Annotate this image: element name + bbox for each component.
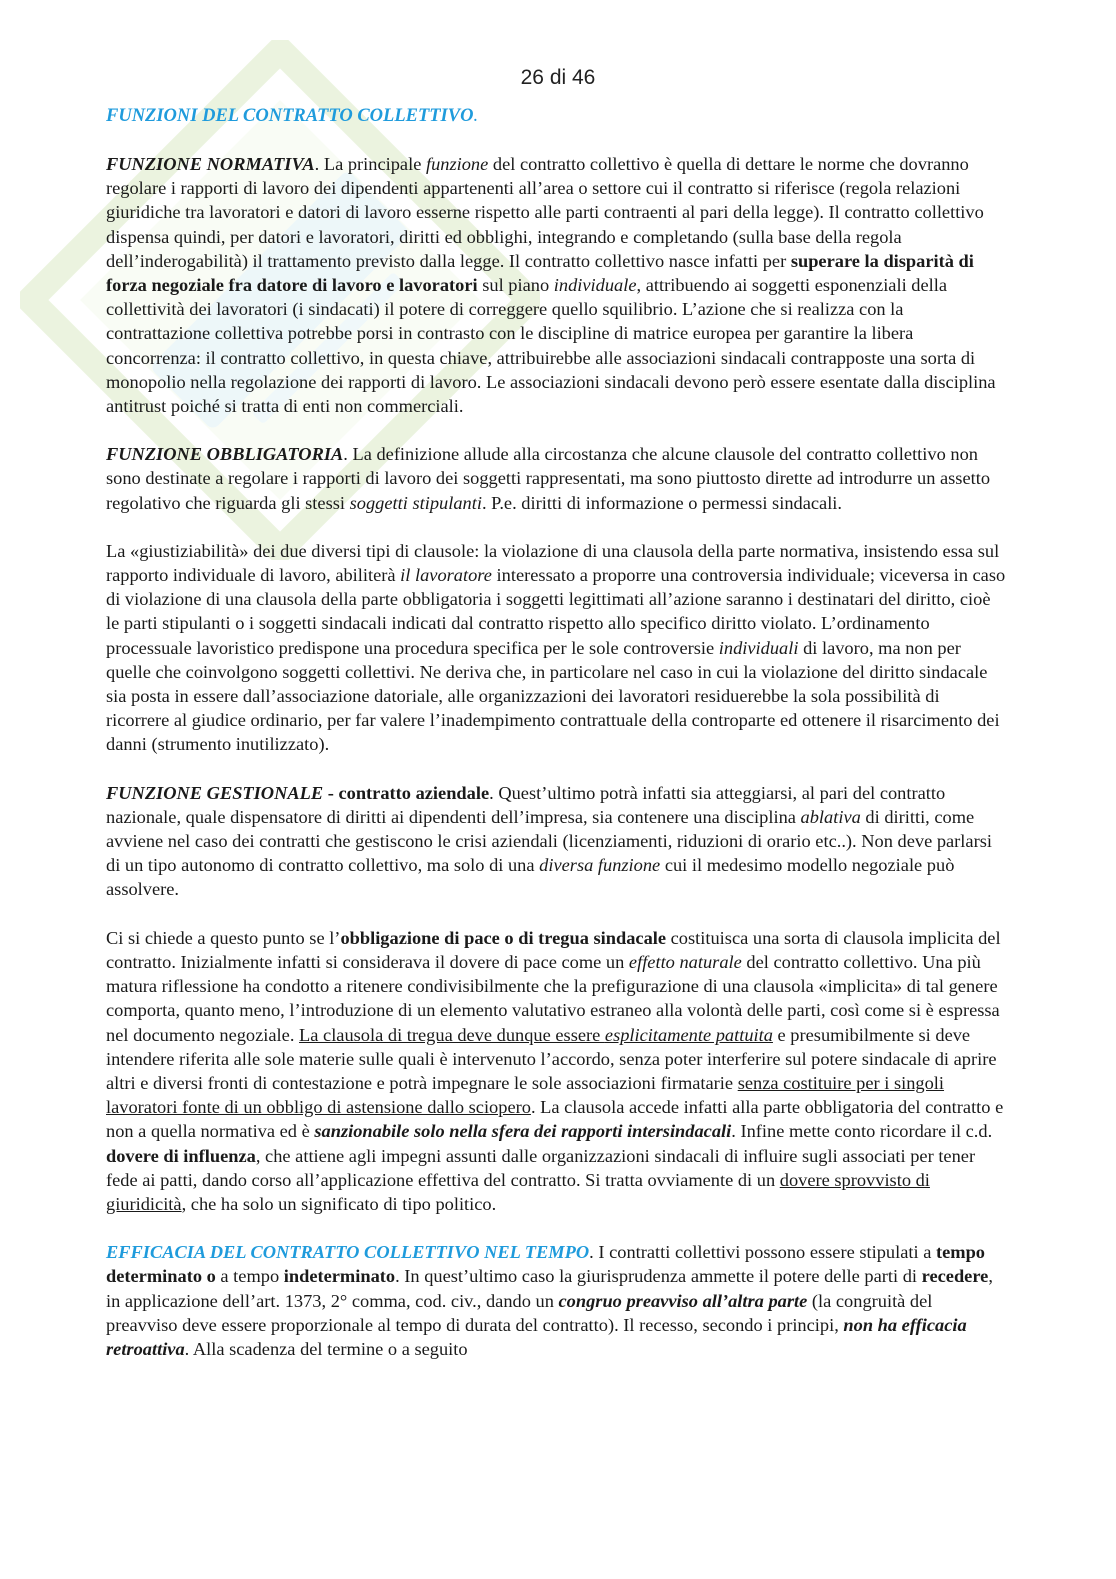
paragraph-funzione-normativa: FUNZIONE NORMATIVA. La principale funzione del contratto collettivo è quella di dettare le norme che dovranno regolare i rapporti di lavoro dei dipendenti appartenenti all’area o settore cui il contratto si riferisce (regola relazioni giuridiche tra lavoratori e datori di lavoro esserne rispetto alle parti contraenti al pari della legge). Il contratto collettivo dispensa quindi, per datori e lavoratori, diritti ed obblighi, integrando e completando (sulla base della regola dell’inderogabilità) il trattamento previsto dalla legge. Il contratto collettivo nasce infatti per superare la disparità di forza negoziale fra datore di lavoro e lavoratori sul piano individuale, attribuendo ai soggetti esponenziali della collettività dei lavoratori (i sindacati) il potere di correggere quello squilibrio. L’azione che si realizza con la contrattazione collettiva potrebbe porsi in contrasto con le discipline di matrice europea per garantire la libera concorrenza: il contratto collettivo, in questa chiave, attribuirebbe alle associazioni sindacali contrapposte una sorta di monopolio nella regolazione dei rapporti di lavoro. Le associazioni sindacali devono però essere esentate dalla disciplina antitrust poiché si tratta di enti non commerciali. — [106, 154, 996, 417]
paragraph-funzione-gestionale: FUNZIONE GESTIONALE - contratto aziendale. Quest’ultimo potrà infatti sia atteggiarsi, al pari del contratto nazionale, quale dispensatore di diritti ai dipendenti dell’impresa, sia contenere una disciplina ablativa di diritti, come avviene nel caso dei contratti che gestiscono le crisi aziendali (licenziamenti, riduzioni di orario etc..). Non deve parlarsi di un tipo autonomo di contratto collettivo, ma solo di una diversa funzione cui il medesimo modello negoziale può assolvere. — [106, 782, 992, 900]
page-number: 26 di 46 — [520, 66, 596, 89]
paragraph-funzione-obbligatoria: FUNZIONE OBBLIGATORIA. La definizione allude alla circostanza che alcune clausole del contratto collettivo non sono destinate a regolare i rapporti di lavoro dei soggetti rappresentati, ma sono piuttosto dirette ad introdurre un assetto regolativo che riguarda gli stessi soggetti stipulanti. P.e. diritti di informazione o permessi sindacali. — [106, 444, 991, 513]
paragraph-efficacia-nel-tempo: EFFICACIA DEL CONTRATTO COLLETTIVO NEL TEMPO. I contratti collettivi possono essere stipulati a tempo determinato o a tempo indeterminato. In quest’ultimo caso la giurisprudenza ammette il potere delle parti di recedere, in applicazione dell’art. 1373, 2° comma, cod. civ., dando un congruo preavviso all’altra parte (la congruità del preavviso deve essere proporzionale al tempo di durata del contratto). Il recesso, secondo i principi, non ha efficacia retroattiva. Alla scadenza del termine o a seguito — [106, 1242, 993, 1359]
document-body — [106, 104, 1006, 1385]
paragraph-giustiziabilita: La «giustiziabilità» dei due diversi tipi di clausole: la violazione di una clausola della parte normativa, insistendo essa sul rapporto individuale di lavoro, abiliterà il lavoratore interessato a proporre una controversia individuale; viceversa in caso di violazione di una clausola della parte obbligatoria i soggetti legittimati all’azione saranno i destinatari del diritto, cioè le parti stipulanti o i soggetti sindacali indicati dal contratto rispetto allo specifico diritto violato. L’ordinamento processuale lavoristico predispone una procedura specifica per le sole controversie individuali di lavoro, ma non per quelle che coinvolgono soggetti collettivi. Ne deriva che, in particolare nel caso in cui la violazione del diritto sindacale sia posta in essere dall’associazione datoriale, alle organizzazioni dei lavoratori residuerebbe la sola possibilità di ricorrere al giudice ordinario, per far valere l’inadempimento contrattuale della controparte ed ottenere il risarcimento dei danni (strumento inutilizzato). — [106, 540, 1006, 755]
section-title: FUNZIONI DEL CONTRATTO COLLETTIVO. — [106, 106, 479, 126]
paragraph-obbligazione-di-pace: Ci si chiede a questo punto se l’obbligazione di pace o di tregua sindacale costituisca una sorta di clausola implicita del contratto. Inizialmente infatti si considerava il dovere di pace come un effetto naturale del contratto collettivo. Una più matura riflessione ha condotto a ritenere condivisibilmente che la prefigurazione di una clausola «implicita» di tal genere comporta, quanto meno, l’introduzione di un elemento valutativo estraneo alla volontà delle parti, così come si è espressa nel documento negoziale. La clausola di tregua deve dunque essere esplicitamente pattuita e presumibilmente si deve intendere riferita alle sole materie sulle quali è intervenuto l’accordo, senza poter interferire sul potere sindacale di aprire altri e diversi fronti di contestazione e potrà impegnare le sole associazioni firmatarie senza costituire per i singoli lavoratori fonte di un obbligo di astensione dallo sciopero. La clausola accede infatti alla parte obbligatoria del contratto e non a quella normativa ed è sanzionabile solo nella sfera dei rapporti intersindacali. Infine mette conto ricordare il c.d. dovere di influenza, che attiene agli impegni assunti dalle organizzazioni sindacali di influire sugli associati per tener fede ai patti, dando corso all’applicazione effettiva del contratto. Si tratta ovviamente di un dovere sprovvisto di giuridicità, che ha solo un significato di tipo politico. — [106, 927, 1004, 1214]
